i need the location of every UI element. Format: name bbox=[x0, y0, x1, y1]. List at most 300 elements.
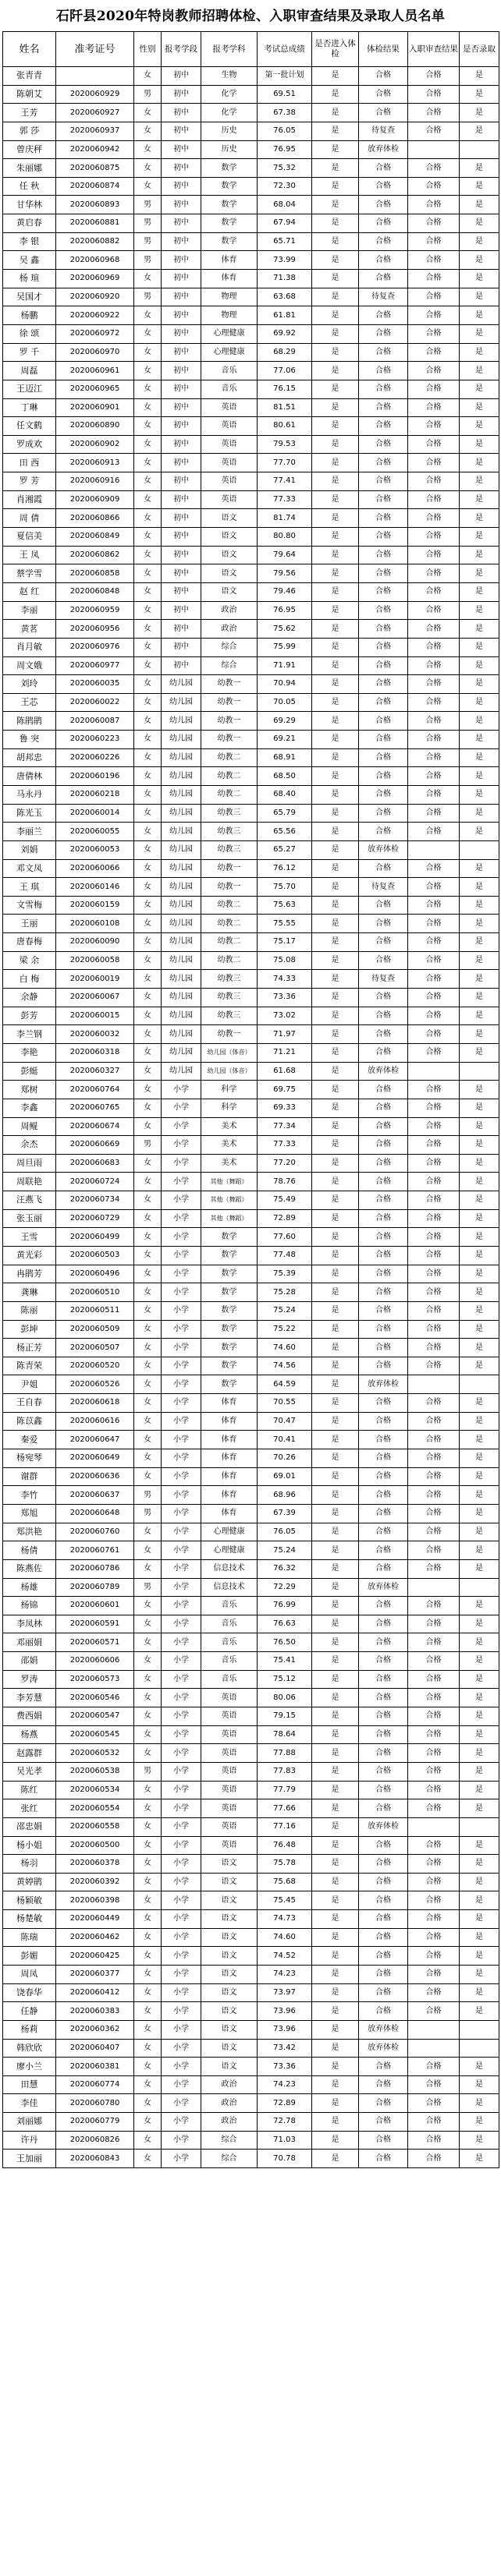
subject-cell: 政治 bbox=[201, 2075, 258, 2094]
gender-cell: 女 bbox=[134, 989, 162, 1007]
exam-entered-cell: 是 bbox=[312, 1062, 359, 1081]
hired-cell: 是 bbox=[460, 67, 499, 86]
subject-cell: 英语 bbox=[201, 490, 258, 509]
score-cell: 75.12 bbox=[258, 1670, 312, 1689]
hired-cell: 是 bbox=[460, 693, 499, 712]
review-result-cell: 合格 bbox=[408, 1559, 460, 1578]
exam-result-cell: 合格 bbox=[359, 104, 408, 122]
review-result-cell: 合格 bbox=[408, 85, 460, 104]
exam-result-cell: 合格 bbox=[359, 1043, 408, 1062]
hired-cell: 是 bbox=[460, 1007, 499, 1025]
header-level: 报考学段 bbox=[162, 32, 201, 67]
score-cell: 72.29 bbox=[258, 1578, 312, 1597]
level-cell: 初中 bbox=[162, 601, 201, 620]
ticket-cell: 2020060848 bbox=[56, 582, 134, 601]
exam-result-cell: 合格 bbox=[359, 67, 408, 86]
exam-result-cell: 合格 bbox=[359, 435, 408, 454]
table-row bbox=[3, 1339, 499, 1357]
score-cell: 75.08 bbox=[258, 951, 312, 970]
header-subject: 报考学科 bbox=[201, 32, 258, 67]
table-row bbox=[3, 1025, 499, 1044]
exam-result-cell: 合格 bbox=[359, 528, 408, 547]
review-result-cell: 合格 bbox=[408, 1412, 460, 1431]
name-cell: 任 秋 bbox=[3, 177, 56, 196]
hired-cell: 是 bbox=[460, 1339, 499, 1357]
score-cell: 70.47 bbox=[258, 1412, 312, 1431]
gender-cell: 女 bbox=[134, 1043, 162, 1062]
score-cell: 77.33 bbox=[258, 490, 312, 509]
table-row bbox=[3, 1467, 499, 1486]
gender-cell: 女 bbox=[134, 933, 162, 952]
name-cell: 彭坤 bbox=[3, 1320, 56, 1339]
exam-result-cell: 合格 bbox=[359, 1467, 408, 1486]
subject-cell: 英语 bbox=[201, 1781, 258, 1799]
review-result-cell bbox=[408, 2020, 460, 2039]
exam-entered-cell: 是 bbox=[312, 1597, 359, 1615]
subject-cell: 科学 bbox=[201, 1081, 258, 1099]
exam-result-cell: 合格 bbox=[359, 1541, 408, 1560]
table-row bbox=[3, 564, 499, 583]
name-cell: 杨楚敏 bbox=[3, 1910, 56, 1929]
level-cell: 小学 bbox=[162, 1689, 201, 1707]
level-cell: 幼儿园 bbox=[162, 989, 201, 1007]
ticket-cell: 2020060977 bbox=[56, 656, 134, 675]
exam-result-cell: 合格 bbox=[359, 2002, 408, 2021]
review-result-cell: 合格 bbox=[408, 1191, 460, 1210]
score-cell: 80.61 bbox=[258, 417, 312, 436]
exam-result-cell: 合格 bbox=[359, 1910, 408, 1929]
table-row bbox=[3, 270, 499, 288]
exam-entered-cell: 是 bbox=[312, 1855, 359, 1874]
score-cell: 65.71 bbox=[258, 232, 312, 251]
ticket-cell: 2020060826 bbox=[56, 2131, 134, 2150]
ticket-cell: 2020060636 bbox=[56, 1467, 134, 1486]
name-cell: 王芯 bbox=[3, 693, 56, 712]
table-row bbox=[3, 1486, 499, 1505]
exam-result-cell: 合格 bbox=[359, 582, 408, 601]
name-cell: 周联艳 bbox=[3, 1173, 56, 1191]
ticket-cell: 2020060014 bbox=[56, 804, 134, 823]
table-row bbox=[3, 933, 499, 952]
gender-cell: 女 bbox=[134, 2020, 162, 2039]
exam-result-cell: 合格 bbox=[359, 748, 408, 767]
name-cell: 任文鹤 bbox=[3, 417, 56, 436]
exam-entered-cell: 是 bbox=[312, 270, 359, 288]
review-result-cell: 合格 bbox=[408, 693, 460, 712]
score-cell: 75.63 bbox=[258, 896, 312, 915]
gender-cell: 女 bbox=[134, 951, 162, 970]
score-cell: 61.68 bbox=[258, 1062, 312, 1081]
level-cell: 幼儿园 bbox=[162, 859, 201, 878]
review-result-cell bbox=[408, 1817, 460, 1836]
subject-cell: 幼儿园（体音） bbox=[201, 1043, 258, 1062]
table-row bbox=[3, 1799, 499, 1818]
name-cell: 赵 红 bbox=[3, 582, 56, 601]
name-cell: 杨鹏 bbox=[3, 306, 56, 325]
level-cell: 初中 bbox=[162, 620, 201, 639]
review-result-cell: 合格 bbox=[408, 1136, 460, 1155]
table-row bbox=[3, 417, 499, 436]
table-row bbox=[3, 1910, 499, 1929]
exam-result-cell: 合格 bbox=[359, 1762, 408, 1781]
table-row bbox=[3, 1504, 499, 1523]
table-row bbox=[3, 1965, 499, 1983]
exam-entered-cell: 是 bbox=[312, 1339, 359, 1357]
subject-cell: 其他（舞蹈） bbox=[201, 1209, 258, 1228]
gender-cell: 女 bbox=[134, 1062, 162, 1081]
level-cell: 小学 bbox=[162, 1873, 201, 1891]
gender-cell: 女 bbox=[134, 1799, 162, 1818]
gender-cell: 女 bbox=[134, 1652, 162, 1671]
exam-result-cell: 待复查 bbox=[359, 122, 408, 140]
level-cell: 小学 bbox=[162, 1375, 201, 1394]
name-cell: 郑洪艳 bbox=[3, 1523, 56, 1541]
exam-entered-cell: 是 bbox=[312, 398, 359, 417]
table-row bbox=[3, 546, 499, 564]
table-row bbox=[3, 435, 499, 454]
name-cell: 周磊 bbox=[3, 362, 56, 380]
review-result-cell: 合格 bbox=[408, 159, 460, 178]
gender-cell: 女 bbox=[134, 1283, 162, 1302]
hired-cell: 是 bbox=[460, 1043, 499, 1062]
exam-result-cell: 合格 bbox=[359, 472, 408, 491]
exam-entered-cell: 是 bbox=[312, 1173, 359, 1191]
hired-cell: 是 bbox=[460, 1301, 499, 1320]
table-row bbox=[3, 2094, 499, 2113]
hired-cell: 是 bbox=[460, 951, 499, 970]
hired-cell: 是 bbox=[460, 1394, 499, 1413]
review-result-cell: 合格 bbox=[408, 362, 460, 380]
exam-result-cell: 合格 bbox=[359, 1394, 408, 1413]
hired-cell: 是 bbox=[460, 1431, 499, 1449]
gender-cell: 女 bbox=[134, 638, 162, 656]
hired-cell: 是 bbox=[460, 380, 499, 398]
exam-entered-cell: 是 bbox=[312, 1357, 359, 1375]
level-cell: 初中 bbox=[162, 380, 201, 398]
exam-entered-cell: 是 bbox=[312, 177, 359, 196]
table-row bbox=[3, 104, 499, 122]
score-cell: 79.46 bbox=[258, 582, 312, 601]
score-cell: 75.45 bbox=[258, 1891, 312, 1910]
score-cell: 77.60 bbox=[258, 1228, 312, 1247]
level-cell: 初中 bbox=[162, 582, 201, 601]
exam-result-cell: 合格 bbox=[359, 417, 408, 436]
gender-cell: 男 bbox=[134, 1504, 162, 1523]
score-cell: 75.24 bbox=[258, 1301, 312, 1320]
hired-cell: 是 bbox=[460, 306, 499, 325]
review-result-cell: 合格 bbox=[408, 823, 460, 841]
level-cell: 初中 bbox=[162, 214, 201, 233]
table-row bbox=[3, 288, 499, 306]
gender-cell: 男 bbox=[134, 232, 162, 251]
hired-cell: 是 bbox=[460, 970, 499, 989]
exam-result-cell: 放弃体检 bbox=[359, 1817, 408, 1836]
hired-cell: 是 bbox=[460, 214, 499, 233]
review-result-cell: 合格 bbox=[408, 1099, 460, 1117]
review-result-cell: 合格 bbox=[408, 1209, 460, 1228]
exam-result-cell: 合格 bbox=[359, 214, 408, 233]
name-cell: 周凤 bbox=[3, 1965, 56, 1983]
review-result-cell: 合格 bbox=[408, 1523, 460, 1541]
subject-cell: 语文 bbox=[201, 582, 258, 601]
exam-result-cell: 合格 bbox=[359, 915, 408, 933]
ticket-cell: 2020060378 bbox=[56, 1855, 134, 1874]
gender-cell: 男 bbox=[134, 196, 162, 214]
name-cell: 饶春华 bbox=[3, 1983, 56, 2002]
name-cell: 陈瑞 bbox=[3, 1928, 56, 1947]
name-cell: 余静 bbox=[3, 989, 56, 1007]
name-cell: 胡邦忠 bbox=[3, 748, 56, 767]
name-cell: 彭蜓 bbox=[3, 1062, 56, 1081]
score-cell: 75.68 bbox=[258, 1873, 312, 1891]
table-row bbox=[3, 1689, 499, 1707]
level-cell: 初中 bbox=[162, 564, 201, 583]
score-cell: 64.59 bbox=[258, 1375, 312, 1394]
ticket-cell: 2020060218 bbox=[56, 785, 134, 804]
gender-cell: 女 bbox=[134, 67, 162, 86]
score-cell: 77.48 bbox=[258, 1247, 312, 1265]
ticket-cell: 2020060893 bbox=[56, 196, 134, 214]
subject-cell: 综合 bbox=[201, 2131, 258, 2150]
name-cell: 谢群 bbox=[3, 1467, 56, 1486]
name-cell: 李丽兰 bbox=[3, 823, 56, 841]
score-cell: 73.42 bbox=[258, 2039, 312, 2058]
hired-cell bbox=[460, 1062, 499, 1081]
review-result-cell: 合格 bbox=[408, 1283, 460, 1302]
name-cell: 邵忠娟 bbox=[3, 1817, 56, 1836]
subject-cell: 幼教二 bbox=[201, 785, 258, 804]
subject-cell: 语文 bbox=[201, 2039, 258, 2058]
hired-cell: 是 bbox=[460, 85, 499, 104]
exam-entered-cell: 是 bbox=[312, 196, 359, 214]
subject-cell: 数学 bbox=[201, 1283, 258, 1302]
score-cell: 75.78 bbox=[258, 1855, 312, 1874]
subject-cell: 英语 bbox=[201, 1744, 258, 1763]
exam-entered-cell: 是 bbox=[312, 159, 359, 178]
subject-cell: 心理健康 bbox=[201, 1523, 258, 1541]
ticket-cell: 2020060159 bbox=[56, 896, 134, 915]
ticket-cell: 2020060920 bbox=[56, 288, 134, 306]
table-row bbox=[3, 1928, 499, 1947]
gender-cell: 女 bbox=[134, 1873, 162, 1891]
ticket-cell: 2020060449 bbox=[56, 1910, 134, 1929]
table-row bbox=[3, 731, 499, 749]
score-cell: 74.60 bbox=[258, 1339, 312, 1357]
score-cell: 73.02 bbox=[258, 1007, 312, 1025]
score-cell: 65.56 bbox=[258, 823, 312, 841]
gender-cell: 女 bbox=[134, 2058, 162, 2076]
table-row bbox=[3, 2113, 499, 2132]
review-result-cell: 合格 bbox=[408, 2131, 460, 2150]
hired-cell: 是 bbox=[460, 1136, 499, 1155]
exam-result-cell: 合格 bbox=[359, 859, 408, 878]
ticket-cell: 2020060108 bbox=[56, 915, 134, 933]
exam-result-cell: 合格 bbox=[359, 1301, 408, 1320]
ticket-cell: 2020060683 bbox=[56, 1154, 134, 1173]
score-cell: 76.05 bbox=[258, 1523, 312, 1541]
table-row bbox=[3, 1523, 499, 1541]
subject-cell: 音乐 bbox=[201, 1633, 258, 1652]
exam-result-cell: 合格 bbox=[359, 1431, 408, 1449]
gender-cell: 女 bbox=[134, 767, 162, 786]
score-cell: 72.89 bbox=[258, 2094, 312, 2113]
gender-cell: 女 bbox=[134, 306, 162, 325]
subject-cell: 幼教二 bbox=[201, 896, 258, 915]
exam-entered-cell: 是 bbox=[312, 1891, 359, 1910]
gender-cell: 女 bbox=[134, 343, 162, 362]
gender-cell: 女 bbox=[134, 564, 162, 583]
name-cell: 陈苡鑫 bbox=[3, 1412, 56, 1431]
hired-cell bbox=[460, 1578, 499, 1597]
exam-entered-cell: 是 bbox=[312, 251, 359, 270]
ticket-cell: 2020060858 bbox=[56, 564, 134, 583]
ticket-cell: 2020060196 bbox=[56, 767, 134, 786]
score-cell: 75.70 bbox=[258, 878, 312, 897]
review-result-cell: 合格 bbox=[408, 1228, 460, 1247]
name-cell: 张青青 bbox=[3, 67, 56, 86]
score-cell: 77.34 bbox=[258, 1117, 312, 1136]
score-cell: 75.99 bbox=[258, 638, 312, 656]
name-cell: 田慧 bbox=[3, 2075, 56, 2094]
exam-result-cell: 合格 bbox=[359, 951, 408, 970]
level-cell: 小学 bbox=[162, 1891, 201, 1910]
exam-result-cell: 放弃体检 bbox=[359, 2020, 408, 2039]
name-cell: 郑旭 bbox=[3, 1504, 56, 1523]
gender-cell: 女 bbox=[134, 1449, 162, 1468]
exam-result-cell: 合格 bbox=[359, 1799, 408, 1818]
level-cell: 小学 bbox=[162, 2020, 201, 2039]
hired-cell: 是 bbox=[460, 1228, 499, 1247]
level-cell: 初中 bbox=[162, 546, 201, 564]
level-cell: 小学 bbox=[162, 1762, 201, 1781]
name-cell: 陈朝艾 bbox=[3, 85, 56, 104]
gender-cell: 男 bbox=[134, 85, 162, 104]
level-cell: 小学 bbox=[162, 1633, 201, 1652]
score-cell: 70.41 bbox=[258, 1431, 312, 1449]
subject-cell: 数学 bbox=[201, 1357, 258, 1375]
exam-entered-cell: 是 bbox=[312, 582, 359, 601]
exam-entered-cell: 是 bbox=[312, 693, 359, 712]
score-cell: 74.23 bbox=[258, 1965, 312, 1983]
exam-result-cell: 合格 bbox=[359, 1523, 408, 1541]
level-cell: 初中 bbox=[162, 177, 201, 196]
exam-entered-cell: 是 bbox=[312, 785, 359, 804]
review-result-cell: 合格 bbox=[408, 251, 460, 270]
gender-cell: 女 bbox=[134, 1781, 162, 1799]
name-cell: 李芳慧 bbox=[3, 1689, 56, 1707]
exam-result-cell: 合格 bbox=[359, 362, 408, 380]
score-cell: 76.12 bbox=[258, 859, 312, 878]
gender-cell: 女 bbox=[134, 1615, 162, 1633]
exam-entered-cell: 是 bbox=[312, 601, 359, 620]
exam-result-cell: 合格 bbox=[359, 398, 408, 417]
exam-entered-cell: 是 bbox=[312, 509, 359, 528]
hired-cell: 是 bbox=[460, 1983, 499, 2002]
exam-result-cell: 合格 bbox=[359, 1357, 408, 1375]
table-row bbox=[3, 140, 499, 159]
exam-result-cell: 合格 bbox=[359, 989, 408, 1007]
review-result-cell: 合格 bbox=[408, 1670, 460, 1689]
review-result-cell: 合格 bbox=[408, 2075, 460, 2094]
name-cell: 周文娥 bbox=[3, 656, 56, 675]
table-row bbox=[3, 1099, 499, 1117]
gender-cell: 女 bbox=[134, 1209, 162, 1228]
level-cell: 幼儿园 bbox=[162, 1043, 201, 1062]
subject-cell: 体育 bbox=[201, 1467, 258, 1486]
level-cell: 初中 bbox=[162, 67, 201, 86]
table-row bbox=[3, 767, 499, 786]
exam-entered-cell: 是 bbox=[312, 951, 359, 970]
subject-cell: 语文 bbox=[201, 528, 258, 547]
hired-cell: 是 bbox=[460, 1523, 499, 1541]
table-row bbox=[3, 1744, 499, 1763]
table-row bbox=[3, 398, 499, 417]
name-cell: 吴光孝 bbox=[3, 1762, 56, 1781]
review-result-cell: 合格 bbox=[408, 490, 460, 509]
exam-result-cell: 合格 bbox=[359, 1947, 408, 1966]
hired-cell: 是 bbox=[460, 1597, 499, 1615]
exam-result-cell: 合格 bbox=[359, 767, 408, 786]
ticket-cell: 2020060927 bbox=[56, 104, 134, 122]
subject-cell: 化学 bbox=[201, 85, 258, 104]
subject-cell: 幼教一 bbox=[201, 878, 258, 897]
exam-result-cell: 合格 bbox=[359, 1689, 408, 1707]
review-result-cell: 合格 bbox=[408, 1744, 460, 1763]
level-cell: 小学 bbox=[162, 1320, 201, 1339]
hired-cell: 是 bbox=[460, 324, 499, 343]
gender-cell: 女 bbox=[134, 1836, 162, 1855]
review-result-cell: 合格 bbox=[408, 1541, 460, 1560]
hired-cell: 是 bbox=[460, 1965, 499, 1983]
ticket-cell: 2020060913 bbox=[56, 454, 134, 472]
table-row bbox=[3, 1670, 499, 1689]
exam-entered-cell: 是 bbox=[312, 1301, 359, 1320]
review-result-cell bbox=[408, 140, 460, 159]
gender-cell: 女 bbox=[134, 104, 162, 122]
ticket-cell: 2020060970 bbox=[56, 343, 134, 362]
score-cell: 76.63 bbox=[258, 1615, 312, 1633]
score-cell: 70.94 bbox=[258, 675, 312, 694]
exam-result-cell: 合格 bbox=[359, 380, 408, 398]
name-cell: 杨 瑄 bbox=[3, 270, 56, 288]
level-cell: 小学 bbox=[162, 1394, 201, 1413]
hired-cell: 是 bbox=[460, 104, 499, 122]
level-cell: 小学 bbox=[162, 1928, 201, 1947]
score-cell: 76.05 bbox=[258, 122, 312, 140]
score-cell: 73.36 bbox=[258, 2058, 312, 2076]
review-result-cell: 合格 bbox=[408, 1247, 460, 1265]
review-result-cell: 合格 bbox=[408, 1301, 460, 1320]
subject-cell: 体育 bbox=[201, 1394, 258, 1413]
name-cell: 刘娟 bbox=[3, 840, 56, 859]
score-cell: 75.32 bbox=[258, 159, 312, 178]
exam-entered-cell: 是 bbox=[312, 490, 359, 509]
subject-cell: 英语 bbox=[201, 1799, 258, 1818]
ticket-cell: 2020060066 bbox=[56, 859, 134, 878]
exam-result-cell: 合格 bbox=[359, 1412, 408, 1431]
exam-result-cell: 合格 bbox=[359, 1117, 408, 1136]
ticket-cell: 2020060383 bbox=[56, 2002, 134, 2021]
level-cell: 小学 bbox=[162, 1247, 201, 1265]
exam-entered-cell: 是 bbox=[312, 748, 359, 767]
score-cell: 74.33 bbox=[258, 970, 312, 989]
hired-cell: 是 bbox=[460, 1910, 499, 1929]
ticket-cell: 2020060779 bbox=[56, 2113, 134, 2132]
level-cell: 小学 bbox=[162, 1209, 201, 1228]
review-result-cell: 合格 bbox=[408, 1117, 460, 1136]
hired-cell: 是 bbox=[460, 1486, 499, 1505]
gender-cell: 女 bbox=[134, 435, 162, 454]
